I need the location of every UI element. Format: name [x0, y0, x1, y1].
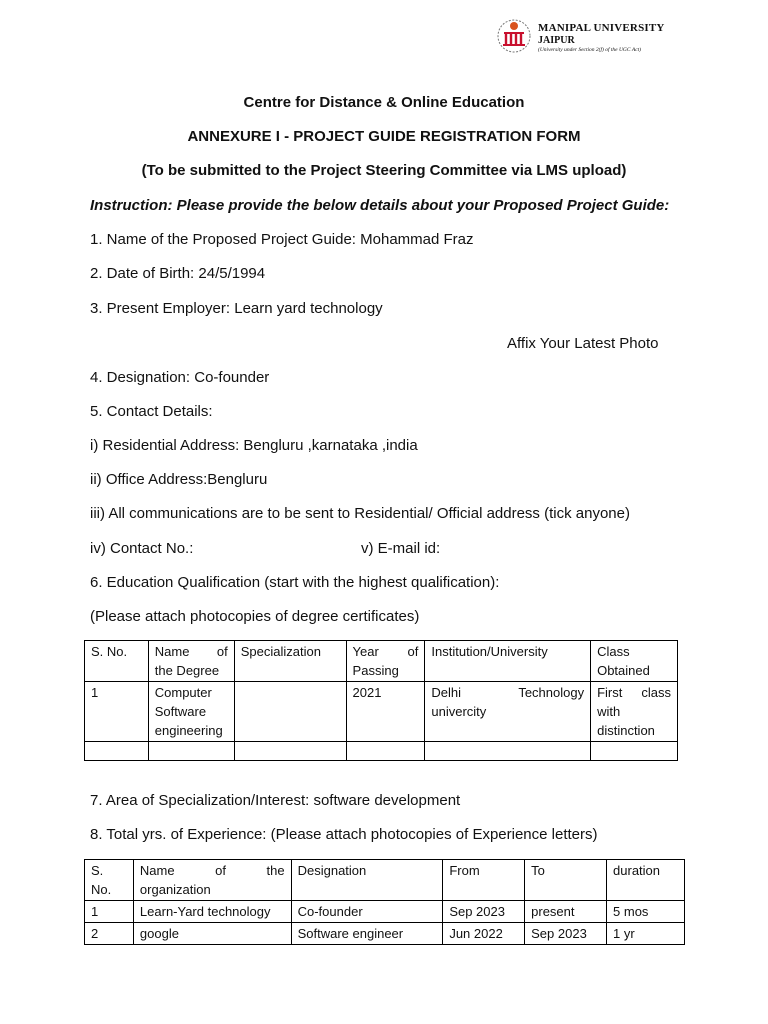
office-address-field: ii) Office Address:Bengluru: [90, 471, 268, 488]
cell-degree-line-3: engineering: [154, 723, 223, 738]
employer-field: 3. Present Employer: Learn yard technology: [90, 300, 383, 317]
cell-to: Sep 2023: [525, 923, 607, 945]
header-institution: Institution/University: [425, 641, 591, 682]
cell-from: Jun 2022: [443, 923, 525, 945]
cell-degree-line-1: Computer: [154, 685, 212, 700]
cell-year: 2021: [346, 682, 425, 742]
table-header-row: [85, 641, 678, 682]
communications-field: iii) All communications are to be sent to Residential/ Official address (tick anyone): [90, 505, 630, 522]
header-year-line-2: Passing: [352, 663, 399, 678]
cell-institution-line-2: univercity: [431, 704, 487, 719]
designation-field: 4. Designation: Co-founder: [90, 369, 270, 386]
cell-institution: [425, 682, 591, 742]
education-note: (Please attach photocopies of degree certificates): [90, 608, 420, 625]
cell-class-line-2: with: [597, 704, 621, 719]
header-degree-line-1: Name of: [154, 644, 228, 659]
form-title: ANNEXURE I - PROJECT GUIDE REGISTRATION FORM: [187, 128, 581, 145]
cell-degree: [148, 682, 234, 742]
empty-cell: [234, 742, 346, 761]
cell-class-line-3: distinction: [597, 723, 655, 738]
cell-institution-line-1: Delhi Technology: [431, 685, 585, 700]
submit-note: (To be submitted to the Project Steering Committee via LMS upload): [141, 162, 627, 179]
header-duration: duration: [607, 860, 685, 901]
cell-duration: 1 yr: [607, 923, 685, 945]
header-organization: [133, 860, 291, 901]
header-degree-line-2: the Degree: [154, 663, 220, 678]
email-field: v) E-mail id:: [361, 540, 441, 557]
contact-no-field: iv) Contact No.:: [90, 540, 194, 557]
header-class: [591, 641, 678, 682]
university-name: MANIPAL UNIVERSITY: [538, 22, 665, 34]
cell-duration: 5 mos: [607, 901, 685, 923]
table-row-empty: [85, 742, 678, 761]
header-sno-line-1: S.: [91, 863, 104, 878]
header-designation: Designation: [291, 860, 443, 901]
empty-cell: [591, 742, 678, 761]
dob-field: 2. Date of Birth: 24/5/1994: [90, 265, 266, 282]
table-row: [85, 682, 678, 742]
cell-organization: google: [133, 923, 291, 945]
header-sno-line-2: No.: [91, 882, 112, 897]
empty-cell: [346, 742, 425, 761]
cell-class-line-1: First class: [597, 685, 671, 700]
centre-title: Centre for Distance & Online Education: [243, 94, 525, 111]
empty-cell: [148, 742, 234, 761]
table-row: [85, 901, 685, 923]
header-year: [346, 641, 425, 682]
header-org-line-1: Name of the: [139, 863, 285, 878]
cell-from: Sep 2023: [443, 901, 525, 923]
header-sno: S. No.: [85, 641, 149, 682]
cell-to: present: [525, 901, 607, 923]
header-sno: [85, 860, 134, 901]
cell-specialization: [234, 682, 346, 742]
cell-sno: 2: [85, 923, 134, 945]
specialization-field: 7. Area of Specialization/Interest: software development: [90, 792, 461, 809]
education-heading: 6. Education Qualification (start with the highest qualification):: [90, 574, 500, 591]
header-to: To: [525, 860, 607, 901]
header-from: From: [443, 860, 525, 901]
empty-cell: [425, 742, 591, 761]
education-table: [84, 640, 678, 761]
cell-organization: Learn-Yard technology: [133, 901, 291, 923]
cell-sno: 1: [85, 682, 149, 742]
cell-degree-line-2: Software: [154, 704, 207, 719]
header-org-line-2: organization: [139, 882, 211, 897]
university-tagline: (University under Section 2(f) of the UGC Act): [538, 47, 641, 53]
experience-heading: 8. Total yrs. of Experience: (Please attach photocopies of Experience letters): [90, 826, 598, 843]
header-class-line-1: Class: [597, 644, 630, 659]
experience-table: [84, 859, 685, 945]
university-logo: [494, 14, 664, 64]
table-row: [85, 923, 685, 945]
header-degree: [148, 641, 234, 682]
cell-designation: Co-founder: [291, 901, 443, 923]
residential-address-field: i) Residential Address: Bengluru ,karnataka ,india: [90, 437, 418, 454]
guide-name-field: 1. Name of the Proposed Project Guide: Mohammad Fraz: [90, 231, 474, 248]
table-header-row: [85, 860, 685, 901]
cell-class: [591, 682, 678, 742]
header-specialization: Specialization: [234, 641, 346, 682]
photo-placeholder-note: Affix Your Latest Photo: [507, 335, 659, 352]
header-year-line-1: Year of: [352, 644, 419, 659]
instruction: Instruction: Please provide the below details about your Proposed Project Guide:: [90, 197, 670, 214]
contact-details-heading: 5. Contact Details:: [90, 403, 213, 420]
header-class-line-2: Obtained: [597, 663, 650, 678]
university-campus: JAIPUR: [538, 35, 575, 46]
university-seal-icon: [494, 14, 536, 64]
empty-cell: [85, 742, 149, 761]
cell-designation: Software engineer: [291, 923, 443, 945]
cell-sno: 1: [85, 901, 134, 923]
